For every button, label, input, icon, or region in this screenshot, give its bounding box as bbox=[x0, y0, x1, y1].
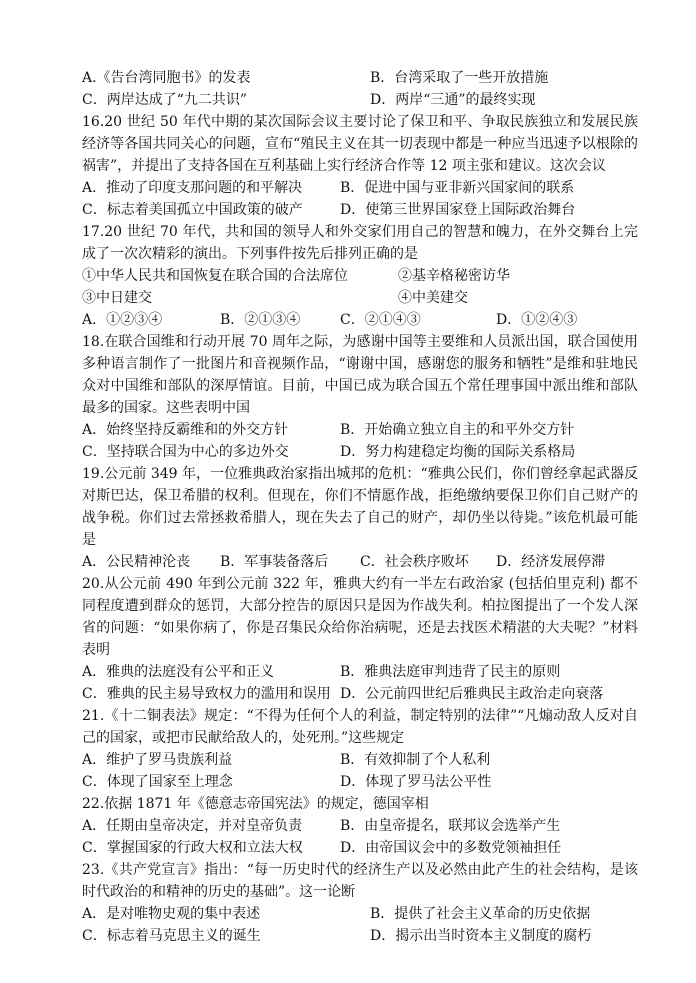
q22-option-b: B．由皇帝提名，联邦议会选举产生 bbox=[340, 818, 561, 834]
q16-option-b: B．促进中国与亚非新兴国家间的联系 bbox=[340, 180, 575, 196]
q15-option-d: D．两岸“三通”的最终实现 bbox=[370, 92, 536, 108]
q21-option-b: B．有效抑制了个人私利 bbox=[340, 752, 491, 768]
q22-stem: 22.依据 1871 年《德意志帝国宪法》的规定，德国宰相 bbox=[82, 796, 429, 812]
q18-stem: 18.在联合国维和行动开展 70 周年之际，为感谢中国等主要维和人员派出国，联合国使用多种语言制作了一批图片和音视频作品，“谢谢中国，感谢您的服务和牺牲”是维和驻地民众对中国维和部队的深厚情谊。目前，中国已成为联合国五个常任理事国中派出维和部队最多的国家。这些表明中国 bbox=[82, 334, 638, 416]
q17-item-3: ③中日建交 bbox=[82, 290, 152, 306]
q15-option-b: B．台湾采取了一些开放措施 bbox=[370, 70, 549, 86]
q23-option-b: B．提供了社会主义革命的历史依据 bbox=[370, 906, 591, 922]
q20-option-c: C．雅典的民主易导致权力的滥用和误用 bbox=[82, 686, 331, 702]
q23-option-a: A．是对唯物史观的集中表述 bbox=[82, 906, 261, 922]
q18-option-a: A．始终坚持反霸维和的外交方针 bbox=[82, 422, 289, 438]
q17-option-b: B．②①③④ bbox=[220, 312, 301, 328]
q20-option-a: A．雅典的法庭没有公平和正义 bbox=[82, 664, 275, 680]
q21-option-c: C．体现了国家至上理念 bbox=[82, 774, 233, 790]
q19-option-a: A．公民精神沦丧 bbox=[82, 554, 191, 570]
q22-option-d: D．由帝国议会中的多数党领袖担任 bbox=[340, 840, 562, 856]
q18-option-b: B．开始确立独立自主的和平外交方针 bbox=[340, 422, 575, 438]
q17-option-d: D．①②④③ bbox=[496, 312, 578, 328]
q18-option-c: C．坚持联合国为中心的多边外交 bbox=[82, 444, 289, 460]
q16-option-a: A．推动了印度支那问题的和平解决 bbox=[82, 180, 303, 196]
q18-option-d: D．努力构建稳定均衡的国际关系格局 bbox=[340, 444, 576, 460]
q19-option-b: B．军事装备落后 bbox=[220, 554, 329, 570]
q19-option-c: C．社会秩序败坏 bbox=[360, 554, 469, 570]
q20-option-b: B．雅典法庭审判违背了民主的原则 bbox=[340, 664, 561, 680]
q21-option-a: A．维护了罗马贵族利益 bbox=[82, 752, 233, 768]
q17-stem: 17.20 世纪 70 年代，共和国的领导人和外交家们用自己的智慧和魄力，在外交舞台上完成了一次次精彩的演出。下列事件按先后排列正确的是 bbox=[82, 224, 638, 262]
q20-option-d: D．公元前四世纪后雅典民主政治走向衰落 bbox=[340, 686, 604, 702]
q17-item-4: ④中美建交 bbox=[398, 290, 468, 306]
q22-option-c: C．掌握国家的行政大权和立法大权 bbox=[82, 840, 303, 856]
q23-option-c: C．标志着马克思主义的诞生 bbox=[82, 928, 261, 944]
q19-option-d: D．经济发展停滞 bbox=[496, 554, 606, 570]
q17-item-2: ②基辛格秘密访华 bbox=[398, 268, 510, 284]
q17-option-c: C．②①④③ bbox=[340, 312, 421, 328]
q16-stem: 16.20 世纪 50 年代中期的某次国际会议主要讨论了保卫和平、争取民族独立和发展民族经济等各国共同关心的问题，宣布“殖民主义在其一切表现中都是一种应当迅速予以根除的祸害”，并提出了支持各国在互利基础上实行经济合作等 12 项主张和建议。这次会议 bbox=[82, 114, 638, 174]
q19-stem: 19.公元前 349 年，一位雅典政治家指出城邦的危机：“雅典公民们，你们曾经拿起武器反对斯巴达，保卫希腊的权利。但现在，你们不情愿作战，拒绝缴纳要保卫你们自己财产的战争税。你们过去常拯救希腊人，现在失去了自己的财产，却仍坐以待毙。”该危机最可能是 bbox=[82, 466, 638, 548]
q21-option-d: D．体现了罗马法公平性 bbox=[340, 774, 492, 790]
q20-stem: 20.从公元前 490 年到公元前 322 年，雅典大约有一半左右政治家 (包括伯里克利) 都不同程度遭到群众的惩罚，大部分控告的原因只是因为作战失利。柏拉图提出了一个发人深省的问题：“如果你病了，你是召集民众给你治病呢，还是去找医术精湛的大夫呢？”材料表明 bbox=[82, 576, 638, 658]
q16-option-c: C．标志着美国孤立中国政策的破产 bbox=[82, 202, 303, 218]
q16-option-d: D．使第三世界国家登上国际政治舞台 bbox=[340, 202, 576, 218]
q15-option-c: C．两岸达成了“九二共识” bbox=[82, 92, 248, 108]
q15-option-a: A.《告台湾同胞书》的发表 bbox=[82, 70, 251, 86]
q21-stem: 21.《十二铜表法》规定：“不得为任何个人的利益，制定特别的法律”“凡煽动敌人反对自己的国家，或把市民献给敌人的，处死刑。”这些规定 bbox=[82, 708, 638, 746]
q23-option-d: D．揭示出当时资本主义制度的腐朽 bbox=[370, 928, 592, 944]
q17-option-a: A．①②③④ bbox=[82, 312, 163, 328]
q23-stem: 23.《共产党宣言》指出：“每一历史时代的经济生产以及必然由此产生的社会结构，是该时代政治的和精神的历史的基础”。这一论断 bbox=[82, 862, 638, 900]
q22-option-a: A．任期由皇帝决定，并对皇帝负责 bbox=[82, 818, 303, 834]
q17-item-1: ①中华人民共和国恢复在联合国的合法席位 bbox=[82, 268, 348, 284]
